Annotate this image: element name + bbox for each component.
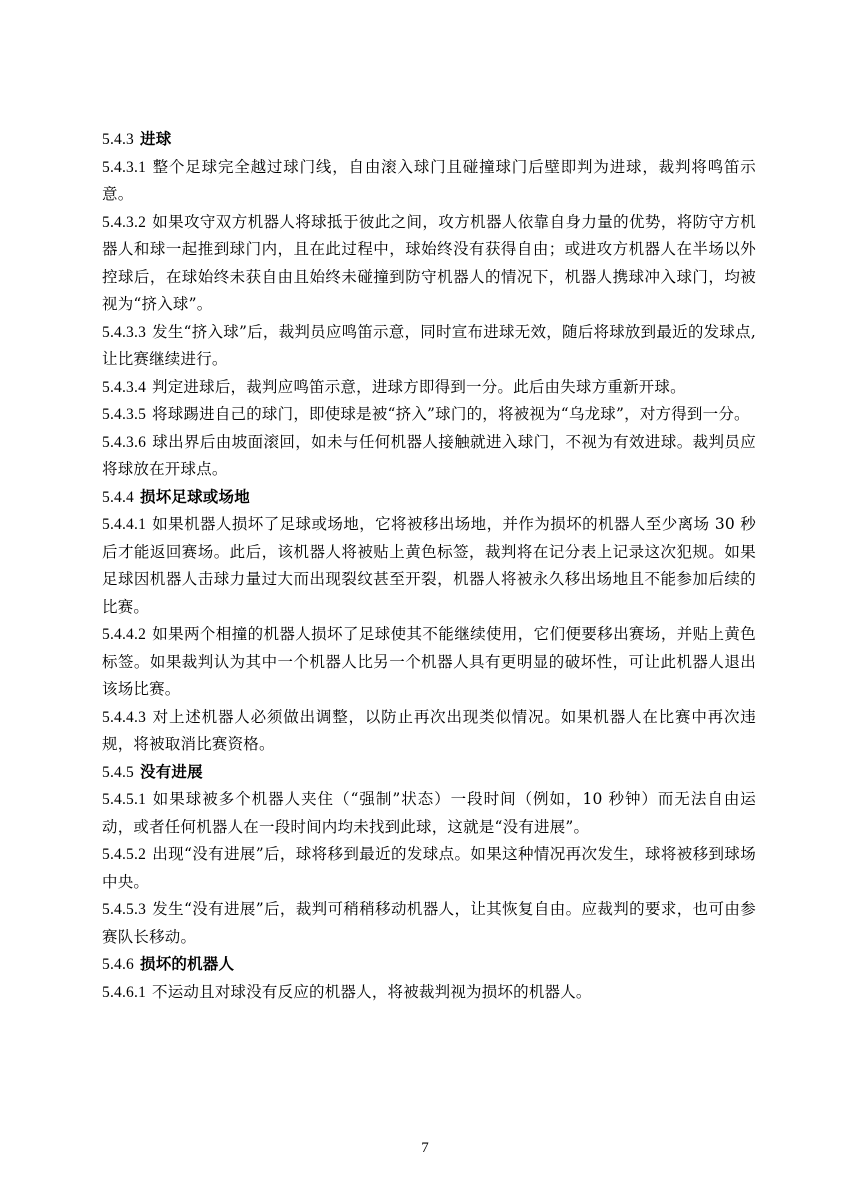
rule-text: 如果攻守双方机器人将球抵于彼此之间，攻方机器人依靠自身力量的优势，将防守方机器人和球一起推到球门内，且在此过程中，球始终没有获得自由；或进攻方机器人在半场以外控球后，在球始终未获自由且始终未碰撞到防守机器人的情况下，机器人携球冲入球门，均被视为“挤入球”。 bbox=[102, 212, 756, 313]
section-title: 损坏足球或场地 bbox=[140, 487, 250, 506]
rule-number: 5.4.4.1 bbox=[102, 516, 147, 533]
section-heading bbox=[102, 126, 756, 154]
rule-number: 5.4.4.3 bbox=[102, 708, 147, 726]
rule-paragraph bbox=[102, 209, 756, 319]
rule-paragraph bbox=[102, 154, 756, 209]
section-heading bbox=[102, 759, 756, 787]
rule-paragraph bbox=[102, 374, 756, 402]
section-number: 5.4.5 bbox=[102, 763, 134, 781]
section-number: 5.4.4 bbox=[102, 488, 134, 506]
rule-text: 出现“没有进展”后，球将移到最近的发球点。如果这种情况再次发生，球将被移到球场中央。 bbox=[102, 845, 756, 891]
section-title: 没有进展 bbox=[140, 762, 203, 781]
rule-text: 如果球被多个机器人夹住（“强制”状态）一段时间（例如，10 秒钟）而无法自由运动，或者任何机器人在一段时间内均未找到此球，这就是“没有进展”。 bbox=[102, 790, 756, 836]
page-body bbox=[102, 126, 756, 1006]
rule-paragraph bbox=[102, 511, 756, 621]
rule-paragraph bbox=[102, 979, 756, 1007]
rule-paragraph bbox=[102, 621, 756, 704]
rule-number: 5.4.3.2 bbox=[102, 213, 147, 231]
rule-text: 球出界后由坡面滚回，如未与任何机器人接触就进入球门，不视为有效进球。裁判员应将球放在开球点。 bbox=[102, 432, 756, 478]
rule-text: 将球踢进自己的球门，即使球是被“挤入”球门的，将被视为“乌龙球”，对方得到一分。 bbox=[152, 405, 750, 423]
rule-number: 5.4.5.3 bbox=[102, 901, 147, 918]
rule-paragraph bbox=[102, 786, 756, 841]
section-title: 进球 bbox=[140, 130, 172, 148]
section-number: 5.4.3 bbox=[102, 131, 134, 148]
rule-text: 判定进球后，裁判应鸣笛示意，进球方即得到一分。此后由失球方重新开球。 bbox=[152, 377, 686, 396]
section-title: 损坏的机器人 bbox=[140, 955, 235, 973]
rule-paragraph bbox=[102, 401, 756, 429]
section-number: 5.4.6 bbox=[102, 956, 134, 973]
rule-number: 5.4.3.1 bbox=[102, 158, 147, 176]
rule-text: 如果两个相撞的机器人损坏了足球使其不能继续使用，它们便要移出赛场，并贴上黄色标签。如果裁判认为其中一个机器人比另一个机器人具有更明显的破坏性，可让此机器人退出该场比赛。 bbox=[102, 625, 756, 698]
rule-number: 5.4.5.1 bbox=[102, 791, 147, 808]
rule-number: 5.4.3.4 bbox=[102, 378, 147, 396]
section-heading bbox=[102, 951, 756, 979]
rule-text: 发生“没有进展”后，裁判可稍稍移动机器人，让其恢复自由。应裁判的要求，也可由参赛队长移动。 bbox=[102, 900, 756, 946]
rule-text: 整个足球完全越过球门线，自由滚入球门且碰撞球门后壁即判为进球，裁判将鸣笛示意。 bbox=[102, 157, 756, 203]
section-heading bbox=[102, 484, 756, 512]
rule-number: 5.4.3.5 bbox=[102, 406, 147, 423]
rule-text: 对上述机器人必须做出调整，以防止再次出现类似情况。如果机器人在比赛中再次违规，将被取消比赛资格。 bbox=[102, 707, 756, 753]
rule-paragraph bbox=[102, 896, 756, 951]
page-number: 7 bbox=[421, 1140, 429, 1156]
rule-number: 5.4.3.6 bbox=[102, 433, 147, 451]
rule-text: 如果机器人损坏了足球或场地，它将被移出场地，并作为损坏的机器人至少离场 30 秒后才能返回赛场。此后，该机器人将被贴上黄色标签，裁判将在记分表上记录这次犯规。如果足球因机器人击球力量过大而出现裂纹甚至开裂，机器人将被永久移出场地且不能参加后续的比赛。 bbox=[102, 515, 756, 616]
rule-text: 发生“挤入球”后，裁判员应鸣笛示意，同时宣布进球无效，随后将球放到最近的发球点, 让比赛继续进行。 bbox=[102, 322, 756, 368]
rule-number: 5.4.4.2 bbox=[102, 626, 147, 643]
rule-number: 5.4.3.3 bbox=[102, 323, 147, 341]
rule-paragraph bbox=[102, 429, 756, 484]
rule-paragraph bbox=[102, 841, 756, 896]
rule-number: 5.4.5.2 bbox=[102, 846, 147, 863]
rule-paragraph bbox=[102, 319, 756, 374]
rule-number: 5.4.6.1 bbox=[102, 983, 147, 1001]
rule-text: 不运动且对球没有反应的机器人，将被裁判视为损坏的机器人。 bbox=[152, 982, 592, 1001]
rule-paragraph bbox=[102, 704, 756, 759]
